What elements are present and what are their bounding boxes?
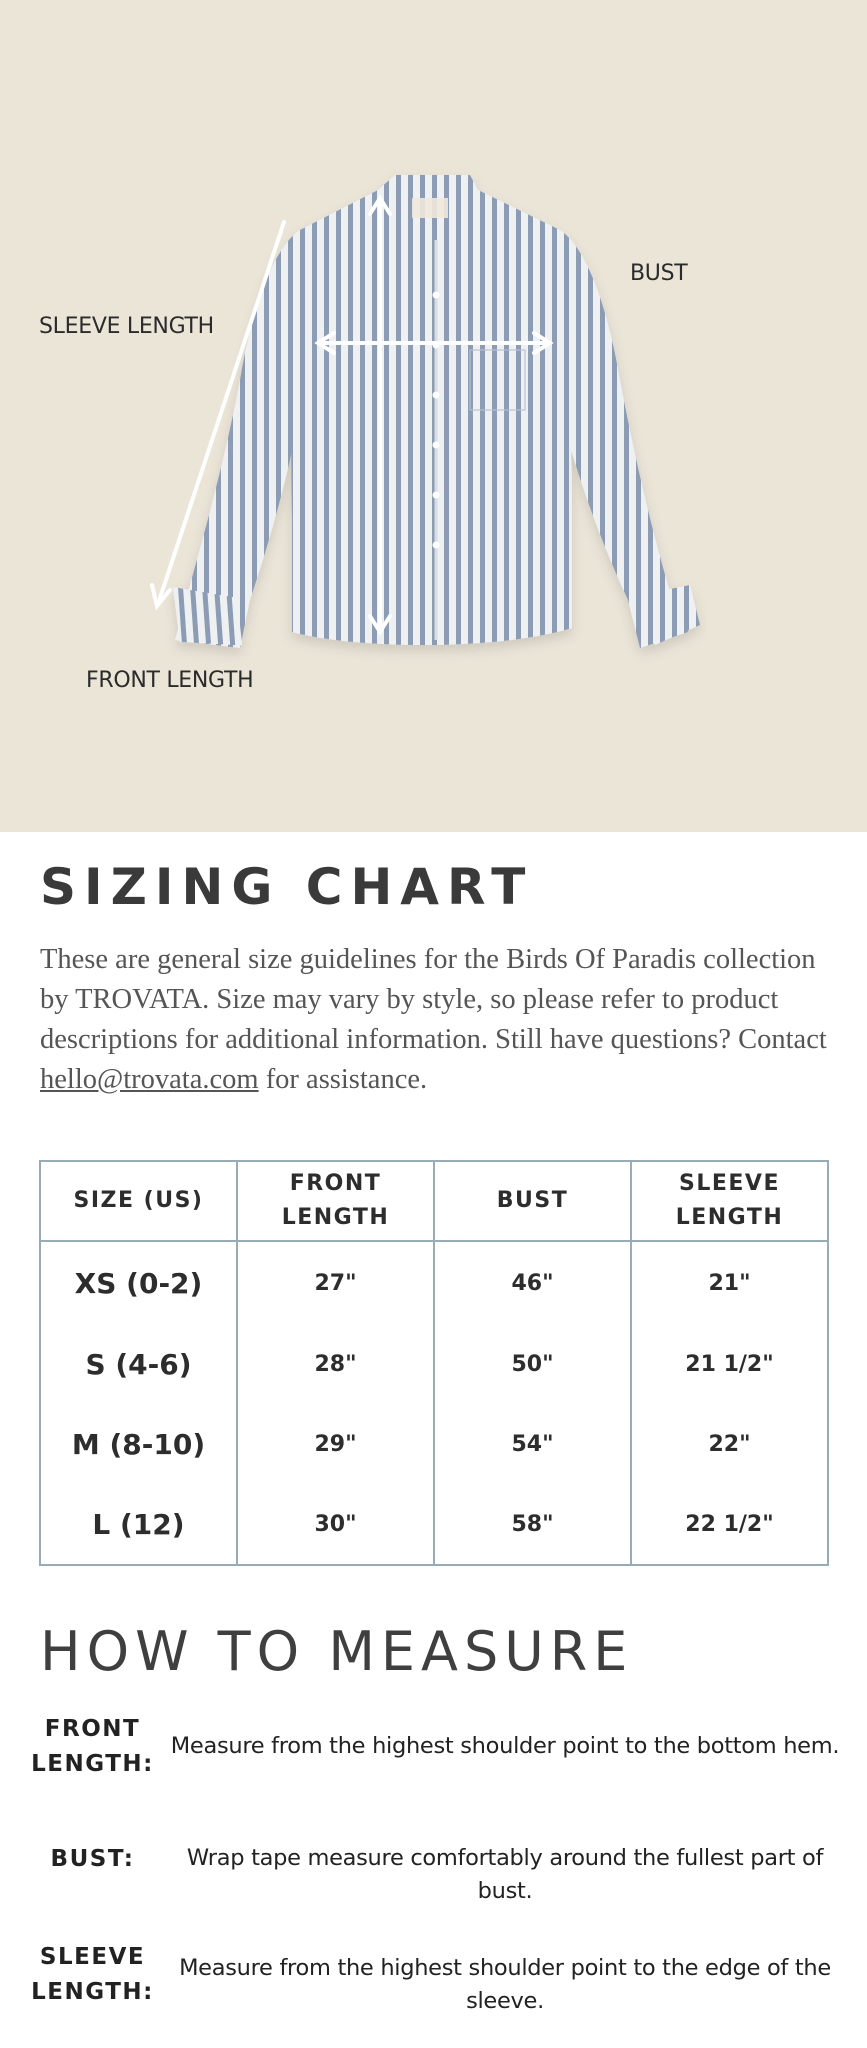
table-row xyxy=(40,1404,828,1484)
sleeve-length-cell: 21 1/2" xyxy=(631,1324,828,1404)
measure-description: Measure from the highest shoulder point to the edge of the sleeve. xyxy=(179,1955,831,2014)
bust-cell: 46" xyxy=(434,1241,631,1324)
measure-description: Measure from the highest shoulder point to the bottom hem. xyxy=(170,1733,840,1759)
sleeve-length-cell: 21" xyxy=(631,1241,828,1324)
email-link[interactable]: hello@trovata.com xyxy=(40,1064,259,1095)
how-to-measure-title: HOW TO MEASURE xyxy=(40,1620,634,1683)
shirt-shape xyxy=(173,175,700,650)
table-row xyxy=(40,1484,828,1565)
sleeve-length-cell: 22" xyxy=(631,1404,828,1484)
table-row xyxy=(40,1324,828,1404)
measure-description: Wrap tape measure comfortably around the fullest part of bust. xyxy=(186,1845,824,1904)
intro-text-before-link: These are general size guidelines for the Birds Of Paradis collection by TROVATA. Size may vary by style, so please refer to product descriptions for additional information. Still have questions? Contact xyxy=(40,944,827,1055)
sleeve-length-cell: 22 1/2" xyxy=(631,1484,828,1565)
header-front-length-text: FRONT LENGTH xyxy=(281,1171,390,1230)
header-front-length xyxy=(237,1161,434,1241)
sizing-chart-title: SIZING CHART xyxy=(40,858,534,916)
bust-cell: 54" xyxy=(434,1404,631,1484)
measure-term: BUST: xyxy=(50,1846,135,1872)
measure-term: SLEEVE LENGTH: xyxy=(31,1944,154,2005)
size-cell: XS (0-2) xyxy=(40,1241,237,1324)
size-table xyxy=(39,1160,829,1566)
front-length-cell: 28" xyxy=(237,1324,434,1404)
shirt-illustration xyxy=(0,0,867,832)
table-header-row xyxy=(40,1161,828,1241)
intro-text-after-link: for assistance. xyxy=(258,1064,428,1095)
size-cell: M (8-10) xyxy=(40,1404,237,1484)
hero-image-section xyxy=(0,0,867,832)
sleeve-length-label: SLEEVE LENGTH xyxy=(39,314,214,339)
sizing-intro-text xyxy=(40,940,840,1100)
header-size: SIZE (US) xyxy=(40,1161,237,1241)
size-cell: S (4-6) xyxy=(40,1324,237,1404)
bust-label: BUST xyxy=(630,261,688,286)
header-sleeve-length xyxy=(631,1161,828,1241)
bust-cell: 58" xyxy=(434,1484,631,1565)
measure-term: FRONT LENGTH: xyxy=(31,1716,154,1777)
front-length-cell: 30" xyxy=(237,1484,434,1565)
header-bust: BUST xyxy=(434,1161,631,1241)
bust-cell: 50" xyxy=(434,1324,631,1404)
front-length-cell: 29" xyxy=(237,1404,434,1484)
header-sleeve-length-text: SLEEVE LENGTH xyxy=(675,1171,784,1230)
front-length-label: FRONT LENGTH xyxy=(86,668,254,693)
front-length-cell: 27" xyxy=(237,1241,434,1324)
size-cell: L (12) xyxy=(40,1484,237,1565)
table-row xyxy=(40,1241,828,1324)
